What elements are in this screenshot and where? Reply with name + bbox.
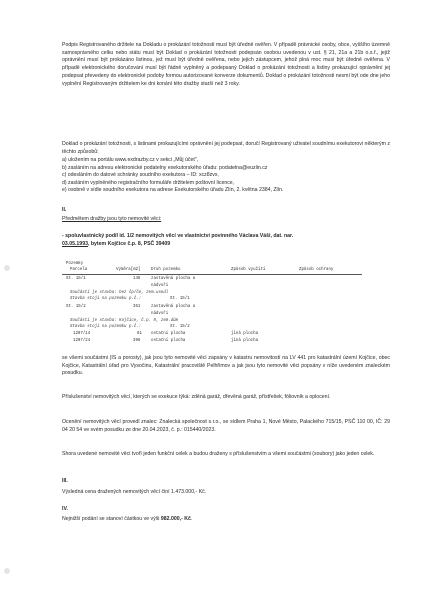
table-row-type: ostatní plocha [151, 332, 186, 336]
table-row-area: 61 [137, 332, 142, 336]
delivery-lead-text: Doklad o prokázání totožnosti, s listinami prokazujícími oprávnění jej podepsat, doručí Registrovaný uživatel soudnímu exekutorovi některým z těchto způsobů: [62, 141, 390, 155]
col-header-parcel: Parcela [70, 268, 88, 272]
table-title: Pozemky [66, 262, 84, 266]
table-row-type: zastavěná plocha a [151, 305, 196, 309]
components-paragraph: se všemi součástmi (IS a porosty), jak jsou tyto nemovité věci zapsány v katastru nemovitostí na LV 441 pro katastrální území Kojčice, obec Kojčice, Katastrální úřad pro Vysočinu, Katastrální pracoviště Pelhřimov a jak jsou tyto nemovité věci popsány v níže uvedeném znaleckém posudku. [62, 355, 390, 377]
table-note-parcel: St. 15/2 [170, 325, 190, 329]
table-row-area: 146 [133, 277, 141, 281]
minimum-bid-line: Nejnižší podání se stanoví částkou ve výši 982.000,- Kč. [62, 516, 193, 522]
section-2-number: II. [62, 207, 67, 213]
section-4-number: IV. [62, 506, 68, 512]
delivery-item: d) zasláním vyplněného registračního formuláře držitelem poštovní licence, [62, 179, 235, 186]
intro-paragraph [62, 42, 390, 88]
delivery-list [62, 157, 402, 195]
final-price-line: Výsledná cena dražených nemovitých věcí činí 1.473.000,- Kč. [62, 489, 207, 495]
table-row-area: 361 [133, 305, 141, 309]
col-header-use: Způsob využití [231, 268, 266, 272]
birth-date: 03.05.1993 [62, 240, 88, 247]
valuation-paragraph: Ocenění nemovitých věcí provedl znalec: Znalecká společnost s.r.o., se sídlem Praha 1, Nové Město, Palackého 715/15, PSČ 110 00, IČ: 29 04 20 54 ve svém posudku ze dne 20.04.2023, č. p.: 015440/2023. [62, 419, 390, 433]
table-note: Součástí je stavba: Kojčice, č.p. 8, zem.dům [70, 319, 179, 323]
table-row-parcel: 1207/24 [73, 339, 91, 343]
table-note: Stavba stojí na pozemku p.č.: [70, 297, 142, 301]
co-ownership-share: - spoluvlastnický podíl id. 1/2 nemovitých věcí ve vlastnictví povinného Václava Váši, dat. nar. 03.05.1993, bytem Kojčice č.p. 8, PSČ 39409 [62, 233, 294, 247]
table-row-type: nádvoří [151, 284, 169, 288]
table-row-type: ostatní plocha [151, 339, 186, 343]
section-3-number: III. [62, 478, 68, 484]
section-2-heading: Předmětem dražby jsou tyto nemovité věci: [62, 216, 162, 222]
punch-hole [4, 265, 10, 271]
table-row-use: jiná plocha [231, 332, 259, 336]
table-row-parcel: 1207/14 [73, 332, 91, 336]
table-row-area: 396 [133, 339, 141, 343]
delivery-item: a) uložením na portálu www.exdrazby.cz v sekci „Můj účet", [62, 157, 199, 163]
minimum-bid-amount: 982.000,- Kč [160, 516, 191, 522]
table-row-use: jiná plocha [231, 339, 259, 343]
table-rule [62, 274, 362, 275]
delivery-item: b) zasláním na adresu elektronické podatelny exekutorského úřadu: podatelna@euzlin.cz [62, 164, 268, 171]
intro-text: Podpis Registrovaného držitele na Dokladu o prokázání totožnosti musí být úředně ověřen. V případě právnické osoby, obce, vyššího územně samosprávného celku nebo státu musí být Doklad o prokázání totožnosti podepsán osobou uvedenou v ust. § 21, 21a a 21b o.s.ř., jejíž oprávnění musí být prokázáno listinou, jež musí být úředně ověřena, nebo jejich zástupcem, jehož plná moc musí být úředně ověřena. V případě elektronického doručování musí být řádně vyplněný a podepsaný Doklad o prokázání totožnosti a listiny prokazující oprávnění jej podepsat převedeny do elektronické podoby formou autorizované konverze dokumentů. Doklad o prokázání totožnosti nesmí být ode dne jeho vyplnění Registrovaným držitelem ke dni konání této dražby starší než 3 roky. [62, 42, 390, 87]
delivery-lead [62, 141, 390, 156]
col-header-area: Výměra[m2] [116, 268, 141, 272]
delivery-item: c) odesláním do datové schránky soudního exekutora – ID: xcz8zvx, [62, 172, 219, 179]
col-header-type: Druh pozemku [151, 268, 181, 272]
functional-unit-paragraph: Shora uvedené nemovité věci tvoří jeden funkční celek a budou draženy s příslušenstvím a všemi součástmi (soubory) jako jeden celek. [62, 451, 375, 457]
punch-hole [4, 568, 10, 574]
table-note: Součástí je stavba: bez čp/če, zem.usedl [70, 291, 169, 295]
accessories-paragraph: Příslušenství nemovitých věcí, kterých se exekuce týká: zděná garáž, dřevěná garáž, přístřešek, fóliovník a oplocení. [62, 394, 331, 400]
table-row-parcel: St. 15/1 [66, 277, 86, 281]
table-note: Stavba stojí na pozemku p.č.: [70, 325, 142, 329]
table-note-parcel: St. 15/1 [170, 297, 190, 301]
table-row-type: zastavěná plocha a [151, 277, 196, 281]
delivery-item: e) osobně v sídle soudního exekutora na adrese Exekutorského úřadu Zlín, 2. května 2384, Zlín. [62, 187, 284, 194]
table-row-parcel: St. 15/2 [66, 305, 86, 309]
col-header-protection: Způsob ochrany [299, 268, 334, 272]
table-row-type: nádvoří [151, 312, 169, 316]
final-price-amount: 1.473.000,- Kč [171, 489, 205, 495]
